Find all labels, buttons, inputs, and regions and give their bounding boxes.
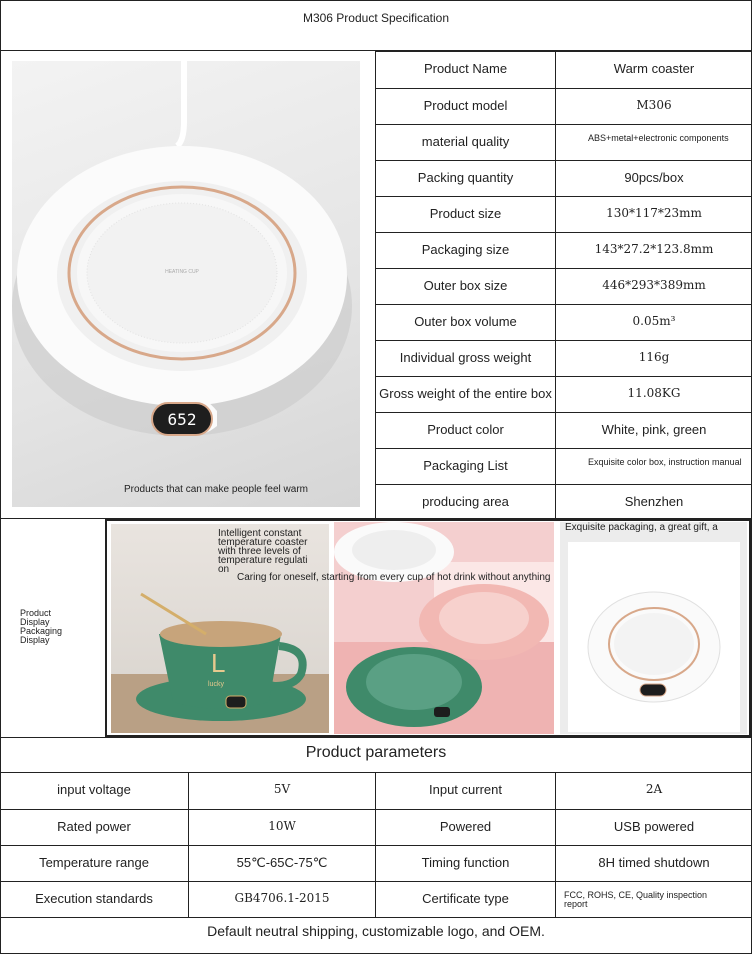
overlay-text-1: Intelligent constant temperature coaster with three levels of temperature regulati on xyxy=(218,528,308,575)
params-l2: Certificate type xyxy=(422,891,509,906)
params-col-2 xyxy=(375,772,376,917)
three-coasters-illustration xyxy=(334,522,554,734)
params-l1: Execution standards xyxy=(35,891,153,906)
spec-value: White, pink, green xyxy=(601,422,707,437)
spec-row-divider xyxy=(375,268,752,269)
spec-row-divider xyxy=(375,376,752,377)
spec-value: 90pcs/box xyxy=(624,170,684,185)
params-v2: 8H timed shutdown xyxy=(598,855,710,870)
params-l2: Timing function xyxy=(421,855,510,870)
spec-label: Individual gross weight xyxy=(399,350,532,365)
params-v2: USB powered xyxy=(613,819,695,834)
params-row-divider xyxy=(0,772,752,773)
spec-label: Product model xyxy=(423,98,508,113)
spec-value: ABS+metal+electronic components xyxy=(588,133,729,143)
params-v1: GB4706.1-2015 xyxy=(234,891,330,905)
display-section-label: Product Display Packaging Display xyxy=(20,608,63,645)
page-title: M306 Product Specification xyxy=(302,11,450,25)
spec-value: M306 xyxy=(636,98,672,112)
spec-row-divider xyxy=(375,124,752,125)
spec-label: Outer box volume xyxy=(414,314,517,329)
spec-value: 143*27.2*123.8mm xyxy=(594,242,714,256)
cup-label-text: HEATING CUP xyxy=(165,269,199,275)
gift-box-photo xyxy=(560,522,747,734)
spec-label: Outer box size xyxy=(423,278,508,293)
spec-value: 11.08KG xyxy=(627,386,681,400)
spec-label: Gross weight of the entire box xyxy=(379,386,552,401)
params-l1: Rated power xyxy=(57,819,131,834)
spec-label: material quality xyxy=(421,134,510,149)
section-divider-2 xyxy=(0,737,752,738)
spec-label: producing area xyxy=(422,494,509,509)
params-v2: FCC, ROHS, CE, Quality inspection report xyxy=(564,890,708,909)
mug-letter: L xyxy=(211,648,226,678)
params-l1: input voltage xyxy=(57,782,131,797)
params-v1: 5V xyxy=(273,782,291,796)
spec-row-divider xyxy=(375,232,752,233)
spec-row-divider xyxy=(375,51,752,52)
overlay-text-2: Caring for oneself, starting from every cup of hot drink without anything xyxy=(237,572,551,583)
spec-label: Product Name xyxy=(423,61,508,76)
mug-sub-text: lucky xyxy=(208,681,224,688)
params-l1: Temperature range xyxy=(39,855,149,870)
spec-label: Packaging size xyxy=(421,242,510,257)
params-row-divider xyxy=(0,809,752,810)
params-l2: Powered xyxy=(439,819,492,834)
spec-value: Warm coaster xyxy=(613,61,695,76)
overlay-text-3: Exquisite packaging, a great gift, a xyxy=(565,522,718,533)
params-col-3 xyxy=(555,772,556,917)
spec-label: Packing quantity xyxy=(417,170,514,185)
spec-value: Exquisite color box, instruction manual xyxy=(588,457,742,467)
main-product-photo xyxy=(12,61,360,507)
spec-value: 116g xyxy=(638,350,670,364)
spec-value: 130*117*23mm xyxy=(606,206,702,220)
gift-box-illustration xyxy=(560,522,747,734)
params-v2: 2A xyxy=(645,782,663,796)
spec-value: Shenzhen xyxy=(624,494,684,509)
params-row-divider xyxy=(0,881,752,882)
spec-row-divider xyxy=(375,448,752,449)
spec-row-divider xyxy=(375,412,752,413)
spec-label: Product size xyxy=(429,206,502,221)
params-title: Product parameters xyxy=(305,744,447,761)
spec-label: Packaging List xyxy=(423,458,508,473)
spec-row-divider xyxy=(375,160,752,161)
main-photo-caption: Products that can make people feel warm xyxy=(124,484,308,495)
coaster-display-digits: 652 xyxy=(167,410,197,429)
spec-row-divider xyxy=(375,196,752,197)
footer-text: Default neutral shipping, customizable logo, and OEM. xyxy=(207,923,545,939)
params-v1: 10W xyxy=(268,819,296,833)
spec-value: 446*293*389mm xyxy=(602,278,706,292)
spec-row-divider xyxy=(375,88,752,89)
params-row-divider xyxy=(0,845,752,846)
three-coasters-photo xyxy=(334,522,554,734)
params-col-1 xyxy=(188,772,189,917)
coaster-illustration xyxy=(12,61,360,507)
spec-label: Product color xyxy=(427,422,504,437)
spec-row-divider xyxy=(375,340,752,341)
spec-value: 0.05m³ xyxy=(632,314,676,328)
params-v1: 55℃-65C-75℃ xyxy=(236,855,328,870)
spec-row-divider xyxy=(375,484,752,485)
params-l2: Input current xyxy=(429,782,502,797)
spec-row-divider xyxy=(375,304,752,305)
footer-divider xyxy=(0,917,752,918)
